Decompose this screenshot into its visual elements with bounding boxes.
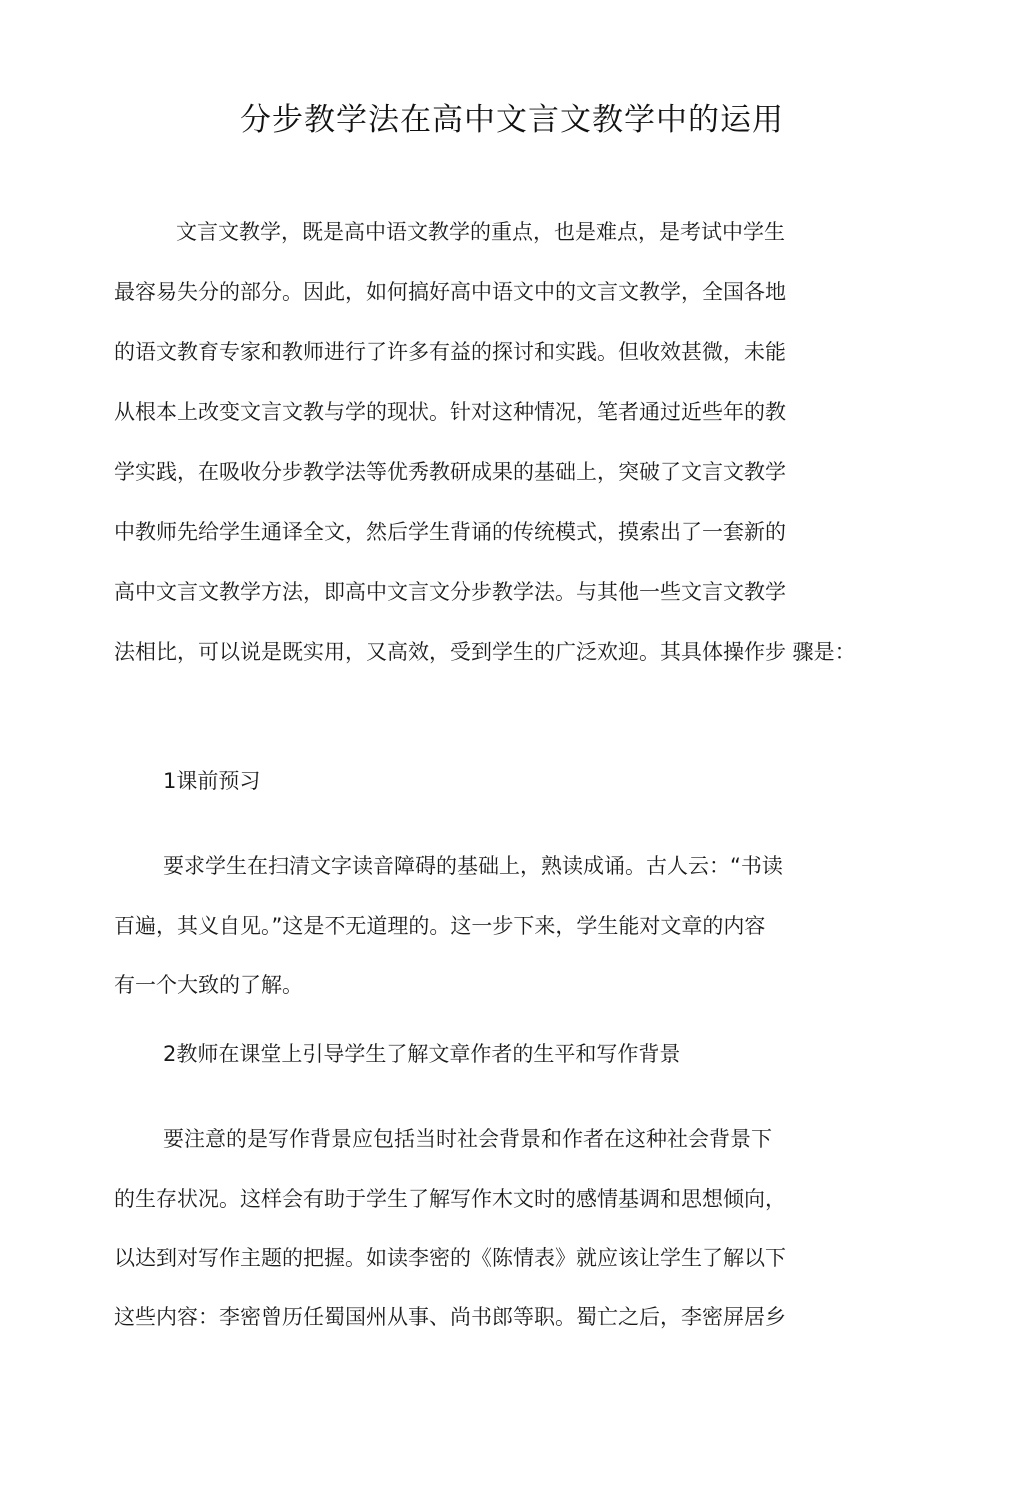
section-heading: 2教师在课堂上引导学生了解文章作者的生平和写作背景 xyxy=(163,1042,681,1066)
paragraph-line: 有一个大致的了解。 xyxy=(114,973,303,997)
paragraph-line: 文言文教学，既是高中语文教学的重点，也是难点，是考试中学生 xyxy=(176,220,785,244)
paragraph-line: 高中文言文教学方法，即高中文言文分步教学法。与其他一些文言文教学 xyxy=(114,580,786,604)
paragraph-line: 中教师先给学生通译全文，然后学生背诵的传统模式，摸索出了一套新的 xyxy=(114,520,786,544)
paragraph-line: 的生存状况。这样会有助于学生了解写作木文时的感情基调和思想倾向， xyxy=(114,1187,786,1211)
paragraph-line: 以达到对写作主题的把握。如读李密的《陈情表》就应该让学生了解以下 xyxy=(114,1246,786,1270)
paragraph-line: 最容易失分的部分。因此，如何搞好高中语文中的文言文教学，全国各地 xyxy=(114,280,786,304)
paragraph-line: 学实践，在吸收分步教学法等优秀教研成果的基础上，突破了文言文教学 xyxy=(114,460,786,484)
paragraph-line: 从根本上改变文言文教与学的现状。针对这种情况，笔者通过近些年的教 xyxy=(114,400,786,424)
paragraph-line: 的语文教育专家和教师进行了许多有益的探讨和实践。但收效甚微，未能 xyxy=(114,340,786,364)
paragraph-line: 要注意的是写作背景应包括当时社会背景和作者在这种社会背景下 xyxy=(163,1127,772,1151)
paragraph-line: 这些内容：李密曾历任蜀国州从事、尚书郎等职。蜀亡之后，李密屏居乡 xyxy=(114,1305,786,1329)
paragraph-line: 百遍，其义自见。”这是不无道理的。这一步下来，学生能对文章的内容 xyxy=(114,914,766,938)
document-title: 分步教学法在高中文言文教学中的运用 xyxy=(240,102,784,138)
paragraph-line: 法相比，可以说是既实用，又高效，受到学生的广泛欢迎。其具体操作步 骤是： xyxy=(114,640,856,664)
section-heading: 1课前预习 xyxy=(163,769,261,793)
paragraph-line: 要求学生在扫清文字读音障碍的基础上，熟读成诵。古人云：“书读 xyxy=(163,854,783,878)
